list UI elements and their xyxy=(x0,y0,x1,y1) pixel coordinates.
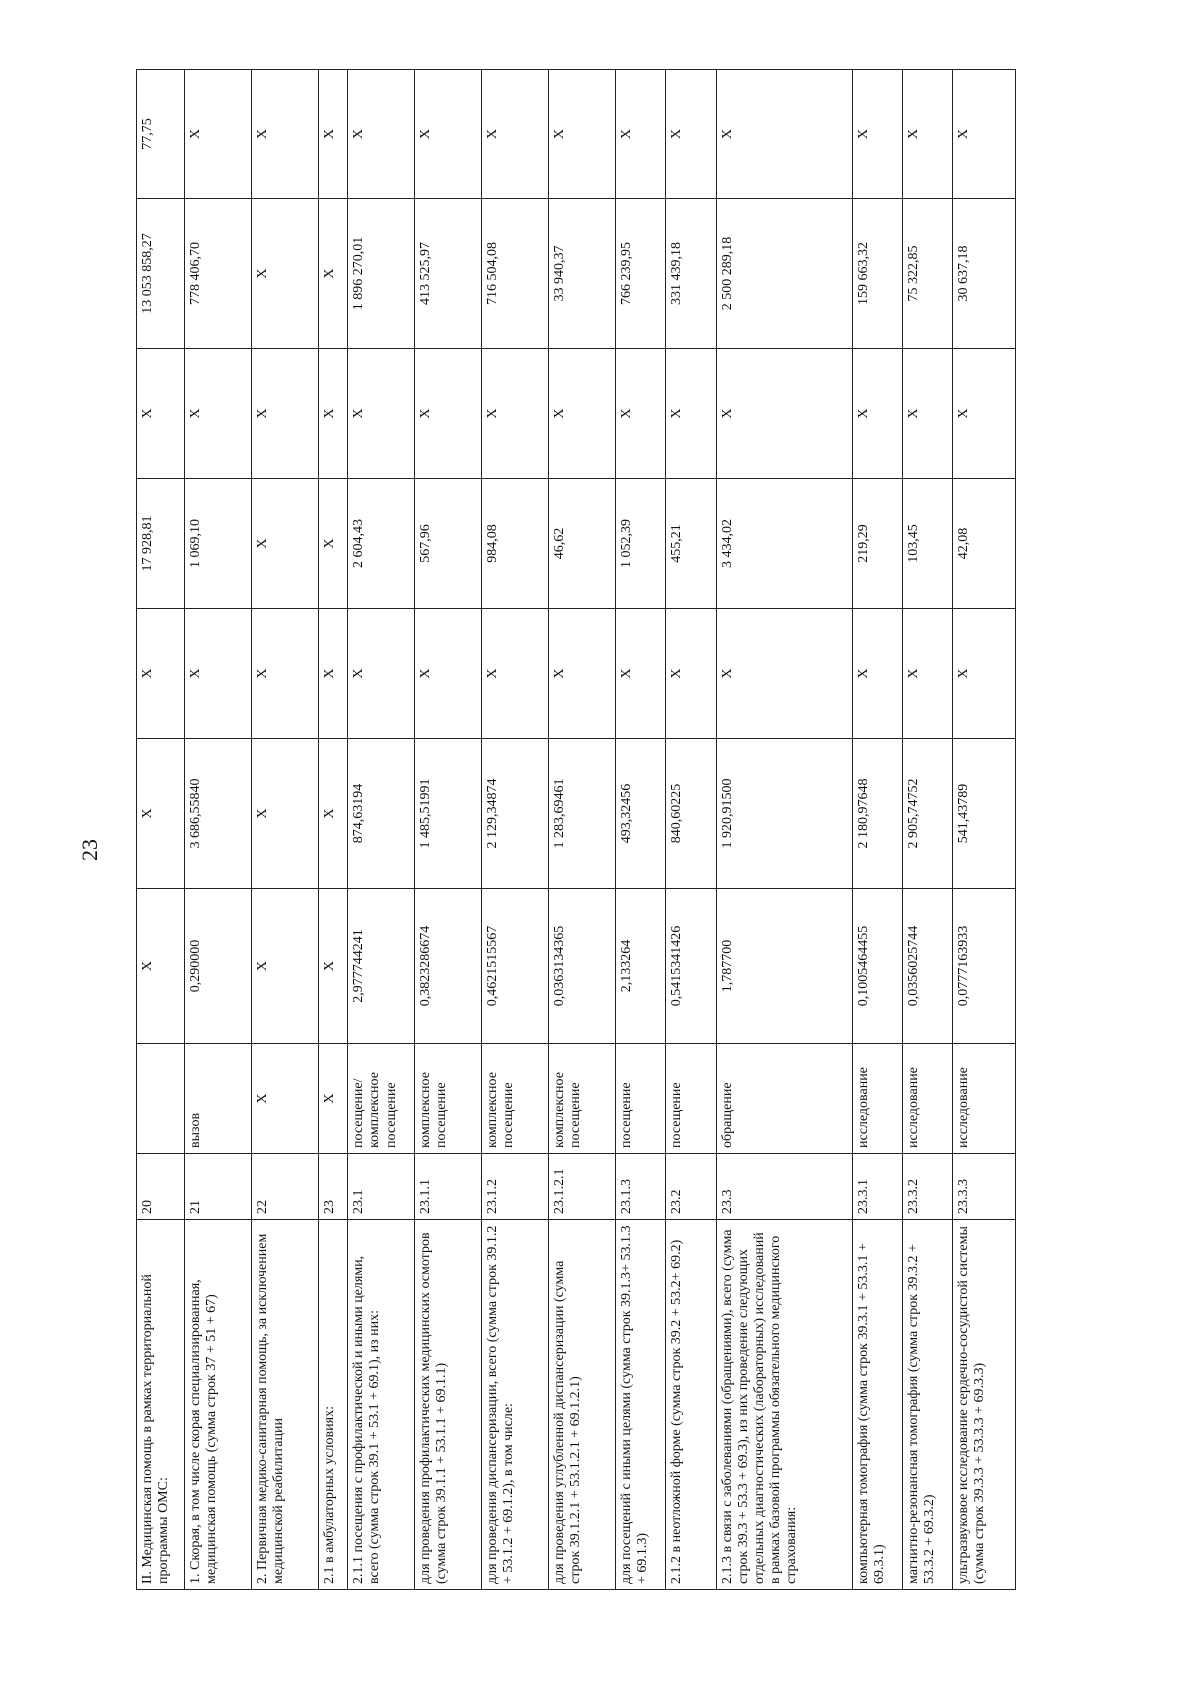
value-col-1: 0,0363134365 xyxy=(549,889,616,1044)
value-col-2: X xyxy=(319,739,348,889)
row-number: 23.1.2.1 xyxy=(549,1154,616,1220)
value-col-4: 42,08 xyxy=(953,479,1016,609)
value-col-3: X xyxy=(902,609,952,739)
value-col-3: X xyxy=(482,609,549,739)
row-description: II. Медицинская помощь в рамках территориальной программы ОМС: xyxy=(137,1220,185,1590)
unit-of-measure: посещение xyxy=(616,1044,666,1154)
value-col-4: X xyxy=(319,479,348,609)
value-col-3: X xyxy=(616,609,666,739)
value-col-5: X xyxy=(319,349,348,479)
value-col-2: 2 180,97648 xyxy=(852,739,902,889)
value-col-5: X xyxy=(852,349,902,479)
value-col-6: 716 504,08 xyxy=(482,199,549,349)
value-col-3: X xyxy=(716,609,852,739)
value-col-3: X xyxy=(953,609,1016,739)
value-col-3: X xyxy=(319,609,348,739)
value-col-3: X xyxy=(348,609,415,739)
value-col-7: X xyxy=(415,70,482,199)
row-number: 23.1.3 xyxy=(616,1154,666,1220)
table-row xyxy=(852,70,902,1590)
table-row xyxy=(716,70,852,1590)
page-number: 23 xyxy=(77,839,102,861)
value-col-2: 1 283,69461 xyxy=(549,739,616,889)
row-description: для проведения профилактических медицинских осмотров (сумма строк 39.1.1 + 53.1.1 + 69.1.1) xyxy=(415,1220,482,1590)
table-row xyxy=(666,70,716,1590)
row-description: 2. Первичная медико-санитарная помощь, за исключением медицинской реабилитации xyxy=(252,1220,319,1590)
value-col-1: 0,0356025744 xyxy=(902,889,952,1044)
value-col-4: 984,08 xyxy=(482,479,549,609)
value-col-1: 2,977744241 xyxy=(348,889,415,1044)
unit-of-measure: комплексное посещение xyxy=(482,1044,549,1154)
value-col-7: X xyxy=(252,70,319,199)
value-col-3: X xyxy=(252,609,319,739)
value-col-2: X xyxy=(137,739,185,889)
value-col-1: 0,0777163933 xyxy=(953,889,1016,1044)
row-description: 1. Скорая, в том числе скорая специализированная, медицинская помощь (сумма строк 37 + 51 + 67) xyxy=(185,1220,252,1590)
unit-of-measure: комплексное посещение xyxy=(549,1044,616,1154)
table-row xyxy=(549,70,616,1590)
tariff-table xyxy=(136,69,1016,1590)
value-col-1: 1,787700 xyxy=(716,889,852,1044)
value-col-2: 541,43789 xyxy=(953,739,1016,889)
row-description: для проведения диспансеризации, всего (сумма строк 39.1.2 + 53.1.2 + 69.1.2), в том числе: xyxy=(482,1220,549,1590)
table-row xyxy=(185,70,252,1590)
unit-of-measure: обращение xyxy=(716,1044,852,1154)
value-col-7: X xyxy=(852,70,902,199)
value-col-4: 455,21 xyxy=(666,479,716,609)
row-description: 2.1 в амбулаторных условиях: xyxy=(319,1220,348,1590)
unit-of-measure xyxy=(137,1044,185,1154)
value-col-7: X xyxy=(953,70,1016,199)
row-description: 2.1.1 посещения с профилактической и иными целями, всего (сумма строк 39.1 + 53.1 + 69.1), из них: xyxy=(348,1220,415,1590)
value-col-7: X xyxy=(616,70,666,199)
row-number: 20 xyxy=(137,1154,185,1220)
value-col-2: 874,63194 xyxy=(348,739,415,889)
unit-of-measure: X xyxy=(319,1044,348,1154)
row-number: 23.1.2 xyxy=(482,1154,549,1220)
value-col-2: 1 920,91500 xyxy=(716,739,852,889)
value-col-5: X xyxy=(902,349,952,479)
value-col-6: 413 525,97 xyxy=(415,199,482,349)
unit-of-measure: комплексное посещение xyxy=(415,1044,482,1154)
value-col-5: X xyxy=(415,349,482,479)
table-row xyxy=(319,70,348,1590)
row-number: 22 xyxy=(252,1154,319,1220)
unit-of-measure: посещение xyxy=(666,1044,716,1154)
row-number: 23.1 xyxy=(348,1154,415,1220)
value-col-6: 33 940,37 xyxy=(549,199,616,349)
value-col-5: X xyxy=(716,349,852,479)
value-col-2: 1 485,51991 xyxy=(415,739,482,889)
value-col-5: X xyxy=(137,349,185,479)
unit-of-measure: исследование xyxy=(902,1044,952,1154)
value-col-2: 840,60225 xyxy=(666,739,716,889)
value-col-2: X xyxy=(252,739,319,889)
value-col-1: 2,133264 xyxy=(616,889,666,1044)
value-col-1: 0,290000 xyxy=(185,889,252,1044)
row-description: магнитно-резонансная томография (сумма строк 39.3.2 + 53.3.2 + 69.3.2) xyxy=(902,1220,952,1590)
value-col-2: 2 905,74752 xyxy=(902,739,952,889)
value-col-6: 331 439,18 xyxy=(666,199,716,349)
row-number: 23 xyxy=(319,1154,348,1220)
row-number: 23.3.3 xyxy=(953,1154,1016,1220)
value-col-4: 567,96 xyxy=(415,479,482,609)
value-col-3: X xyxy=(852,609,902,739)
value-col-7: X xyxy=(482,70,549,199)
table-row xyxy=(953,70,1016,1590)
value-col-7: X xyxy=(666,70,716,199)
value-col-7: 77,75 xyxy=(137,70,185,199)
value-col-5: X xyxy=(953,349,1016,479)
table-row xyxy=(902,70,952,1590)
unit-of-measure: X xyxy=(252,1044,319,1154)
value-col-2: 3 686,55840 xyxy=(185,739,252,889)
value-col-3: X xyxy=(137,609,185,739)
row-number: 23.3.2 xyxy=(902,1154,952,1220)
value-col-5: X xyxy=(482,349,549,479)
value-col-2: 2 129,34874 xyxy=(482,739,549,889)
value-col-6: 766 239,95 xyxy=(616,199,666,349)
table-row xyxy=(616,70,666,1590)
value-col-6: X xyxy=(252,199,319,349)
value-col-6: 75 322,85 xyxy=(902,199,952,349)
row-number: 23.2 xyxy=(666,1154,716,1220)
unit-of-measure: посещение/ комплексное посещение xyxy=(348,1044,415,1154)
value-col-5: X xyxy=(348,349,415,479)
value-col-3: X xyxy=(549,609,616,739)
table-row xyxy=(252,70,319,1590)
value-col-7: X xyxy=(185,70,252,199)
value-col-7: X xyxy=(319,70,348,199)
value-col-1: 0,4621515567 xyxy=(482,889,549,1044)
row-description: ультразвуковое исследование сердечно-сосудистой системы (сумма строк 39.3.3 + 53.3.3 + 69.3.3) xyxy=(953,1220,1016,1590)
value-col-1: 0,5415341426 xyxy=(666,889,716,1044)
value-col-6: 1 896 270,01 xyxy=(348,199,415,349)
table-row xyxy=(415,70,482,1590)
value-col-6: 2 500 289,18 xyxy=(716,199,852,349)
rotated-table-container xyxy=(136,70,1016,1590)
row-number: 21 xyxy=(185,1154,252,1220)
value-col-7: X xyxy=(549,70,616,199)
unit-of-measure: вызов xyxy=(185,1044,252,1154)
value-col-1: X xyxy=(137,889,185,1044)
value-col-5: X xyxy=(549,349,616,479)
value-col-4: 3 434,02 xyxy=(716,479,852,609)
value-col-1: X xyxy=(319,889,348,1044)
row-description: 2.1.3 в связи с заболеваниями (обращениями), всего (сумма строк 39.3 + 53.3 + 69.3), из них проведение следующих отдельных диагностических (лабораторных) исследований в рамках базовой программы обязательного медицинского страхования: xyxy=(716,1220,852,1590)
row-number: 23.1.1 xyxy=(415,1154,482,1220)
value-col-1: X xyxy=(252,889,319,1044)
unit-of-measure: исследование xyxy=(953,1044,1016,1154)
value-col-3: X xyxy=(185,609,252,739)
value-col-4: 1 052,39 xyxy=(616,479,666,609)
value-col-7: X xyxy=(902,70,952,199)
value-col-6: 778 406,70 xyxy=(185,199,252,349)
value-col-3: X xyxy=(415,609,482,739)
value-col-4: 103,45 xyxy=(902,479,952,609)
value-col-6: X xyxy=(319,199,348,349)
value-col-3: X xyxy=(666,609,716,739)
value-col-4: 17 928,81 xyxy=(137,479,185,609)
row-description: для посещений с иными целями (сумма строк 39.1.3+ 53.1.3 + 69.1.3) xyxy=(616,1220,666,1590)
row-number: 23.3 xyxy=(716,1154,852,1220)
unit-of-measure: исследование xyxy=(852,1044,902,1154)
value-col-4: 2 604,43 xyxy=(348,479,415,609)
value-col-1: 0,3823286674 xyxy=(415,889,482,1044)
row-description: компьютерная томография (сумма строк 39.3.1 + 53.3.1 + 69.3.1) xyxy=(852,1220,902,1590)
table-row xyxy=(482,70,549,1590)
value-col-4: X xyxy=(252,479,319,609)
value-col-1: 0,1005464455 xyxy=(852,889,902,1044)
value-col-6: 13 053 858,27 xyxy=(137,199,185,349)
value-col-5: X xyxy=(616,349,666,479)
value-col-5: X xyxy=(185,349,252,479)
value-col-5: X xyxy=(252,349,319,479)
value-col-5: X xyxy=(666,349,716,479)
value-col-4: 46,62 xyxy=(549,479,616,609)
row-description: для проведения углубленной диспансеризации (сумма строк 39.1.2.1 + 53.1.2.1 + 69.1.2.1) xyxy=(549,1220,616,1590)
value-col-4: 219,29 xyxy=(852,479,902,609)
value-col-4: 1 069,10 xyxy=(185,479,252,609)
table-row xyxy=(137,70,185,1590)
value-col-6: 159 663,32 xyxy=(852,199,902,349)
table-row xyxy=(348,70,415,1590)
value-col-6: 30 637,18 xyxy=(953,199,1016,349)
value-col-7: X xyxy=(716,70,852,199)
value-col-2: 493,32456 xyxy=(616,739,666,889)
value-col-7: X xyxy=(348,70,415,199)
row-number: 23.3.1 xyxy=(852,1154,902,1220)
row-description: 2.1.2 в неотложной форме (сумма строк 39.2 + 53.2+ 69.2) xyxy=(666,1220,716,1590)
